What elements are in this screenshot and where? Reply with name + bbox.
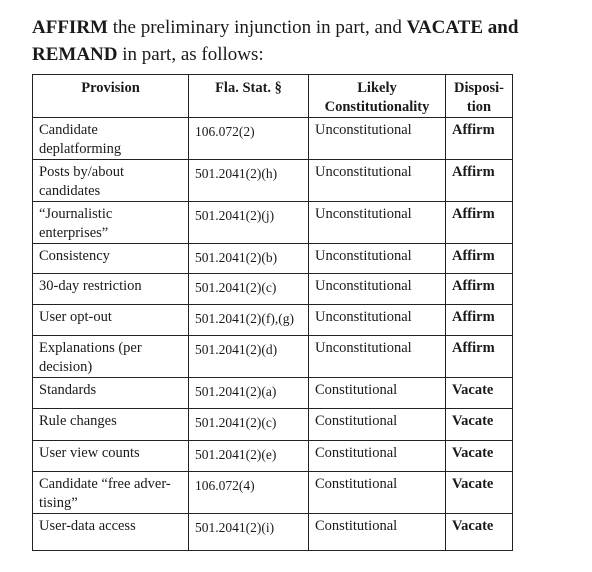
- table-row: [33, 441, 513, 472]
- cell-provision: Consistency: [33, 244, 189, 274]
- cell-constitutionality: Unconstitutional: [309, 274, 446, 305]
- cell-disposition: Vacate: [446, 378, 513, 409]
- cell-statute: 106.072(4): [189, 472, 309, 514]
- cell-disposition: Affirm: [446, 305, 513, 336]
- cell-statute: 501.2041(2)(f),(g): [189, 305, 309, 336]
- cell-constitutionality: Unconstitutional: [309, 202, 446, 244]
- cell-constitutionality: Constitutional: [309, 514, 446, 551]
- cell-statute: 501.2041(2)(c): [189, 409, 309, 441]
- cell-statute: 501.2041(2)(h): [189, 160, 309, 202]
- cell-constitutionality: Unconstitutional: [309, 305, 446, 336]
- cell-provision: User opt-out: [33, 305, 189, 336]
- table-row: [33, 409, 513, 441]
- table-row: [33, 514, 513, 551]
- cell-statute: 501.2041(2)(e): [189, 441, 309, 472]
- cell-constitutionality: Unconstitutional: [309, 118, 446, 160]
- table-row: [33, 118, 513, 160]
- cell-disposition: Vacate: [446, 409, 513, 441]
- cell-statute: 501.2041(2)(b): [189, 244, 309, 274]
- cell-provision: User view counts: [33, 441, 189, 472]
- cell-statute: 501.2041(2)(i): [189, 514, 309, 551]
- cell-disposition: Affirm: [446, 202, 513, 244]
- header-provision: Provision: [33, 75, 189, 118]
- cell-provision: Posts by/about candidates: [33, 160, 189, 202]
- cell-provision: “Journalistic enterprises”: [33, 202, 189, 244]
- cell-provision: Standards: [33, 378, 189, 409]
- intro-text-2: in part, as follows:: [117, 44, 264, 65]
- cell-constitutionality: Unconstitutional: [309, 244, 446, 274]
- cell-constitutionality: Constitutional: [309, 441, 446, 472]
- table-row: [33, 336, 513, 378]
- cell-constitutionality: Unconstitutional: [309, 336, 446, 378]
- cell-constitutionality: Constitutional: [309, 472, 446, 514]
- cell-provision: User-data access: [33, 514, 189, 551]
- cell-disposition: Vacate: [446, 472, 513, 514]
- cell-constitutionality: Constitutional: [309, 378, 446, 409]
- cell-provision: 30-day restriction: [33, 274, 189, 305]
- cell-disposition: Affirm: [446, 244, 513, 274]
- cell-disposition: Affirm: [446, 118, 513, 160]
- cell-statute: 501.2041(2)(d): [189, 336, 309, 378]
- cell-provision: Candidate “free adver-tising”: [33, 472, 189, 514]
- intro-text-1: the preliminary injunction in part, and: [107, 17, 407, 38]
- intro-paragraph: [32, 14, 552, 68]
- cell-disposition: Affirm: [446, 160, 513, 202]
- header-disposition: Disposi-tion: [446, 75, 513, 118]
- table-header-row: [33, 75, 513, 118]
- affirm-verb: AFFIRM: [32, 17, 108, 38]
- cell-statute: 501.2041(2)(a): [189, 378, 309, 409]
- cell-constitutionality: Unconstitutional: [309, 160, 446, 202]
- table-row: [33, 472, 513, 514]
- table-row: [33, 274, 513, 305]
- cell-provision: Rule changes: [33, 409, 189, 441]
- cell-disposition: Affirm: [446, 274, 513, 305]
- cell-provision: Explanations (per decision): [33, 336, 189, 378]
- table-row: [33, 160, 513, 202]
- cell-disposition: Affirm: [446, 336, 513, 378]
- header-constitutionality: Likely Constitutionality: [309, 75, 446, 118]
- ruling-table: [32, 74, 513, 551]
- table-row: [33, 305, 513, 336]
- vacate-remand-verb: VACATE and REMAND: [32, 17, 519, 65]
- table-row: [33, 244, 513, 274]
- cell-statute: 501.2041(2)(j): [189, 202, 309, 244]
- cell-constitutionality: Constitutional: [309, 409, 446, 441]
- cell-statute: 106.072(2): [189, 118, 309, 160]
- cell-provision: Candidate deplatforming: [33, 118, 189, 160]
- header-statute: Fla. Stat. §: [189, 75, 309, 118]
- table-row: [33, 378, 513, 409]
- cell-statute: 501.2041(2)(c): [189, 274, 309, 305]
- cell-disposition: Vacate: [446, 441, 513, 472]
- table-row: [33, 202, 513, 244]
- cell-disposition: Vacate: [446, 514, 513, 551]
